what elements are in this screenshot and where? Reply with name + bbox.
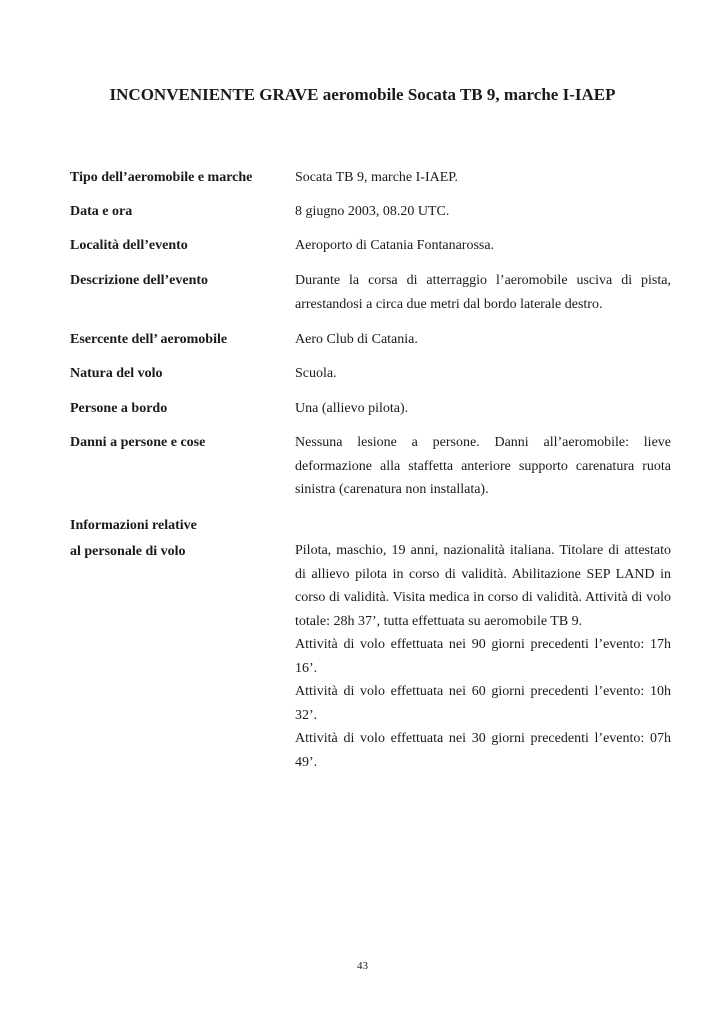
page-title: INCONVENIENTE GRAVE aeromobile Socata TB 9, marche I-IAEP (109, 85, 616, 104)
field-label: Descrizione dell’evento (70, 273, 209, 288)
field-label-personale (70, 513, 285, 565)
field-value: Nessuna lesione a persone. Danni all’aeromobile: lieve deformazione alla staffetta anteriore supporto carenatura ruota sinistra (carenatura non installata). (295, 435, 671, 497)
field-value: Una (allievo pilota). (295, 401, 409, 416)
page-number: 43 (357, 960, 368, 972)
field-value: 8 giugno 2003, 08.20 UTC. (295, 204, 450, 219)
field-label: Località dell’evento (70, 238, 188, 253)
field-label: Danni a persone e cose (70, 435, 206, 450)
field-label-line: al personale di volo (70, 544, 186, 559)
field-value: Socata TB 9, marche I-IAEP. (295, 170, 459, 185)
field-label: Tipo dell’aeromobile e marche (70, 170, 253, 185)
field-value: Aero Club di Catania. (295, 332, 418, 347)
field-label: Persone a bordo (70, 401, 168, 416)
field-label-line: Informazioni relative (70, 518, 197, 533)
paragraph: Attività di volo effettuata nei 30 giorni precedenti l’evento: 07h 49’. (295, 731, 671, 770)
field-value: Durante la corsa di atterraggio l’aeromobile usciva di pista, arrestandosi a circa due metri dal bordo laterale destro. (295, 273, 671, 312)
field-label: Data e ora (70, 204, 133, 219)
field-value-personale (295, 539, 671, 774)
field-label: Natura del volo (70, 366, 163, 381)
field-value: Scuola. (295, 366, 337, 381)
paragraph: Pilota, maschio, 19 anni, nazionalità italiana. Titolare di attestato di allievo pilota in corso di validità. Abilitazione SEP LAND in corso di validità. Visita medica in corso di validità. Attività di volo totale: 28h 37’, tutta effettuata su aeromobile TB 9. (295, 543, 671, 629)
field-value: Aeroporto di Catania Fontanarossa. (295, 238, 495, 253)
field-label: Esercente dell’ aeromobile (70, 332, 228, 347)
paragraph: Attività di volo effettuata nei 60 giorni precedenti l’evento: 10h 32’. (295, 684, 671, 723)
paragraph: Attività di volo effettuata nei 90 giorni precedenti l’evento: 17h 16’. (295, 637, 671, 676)
